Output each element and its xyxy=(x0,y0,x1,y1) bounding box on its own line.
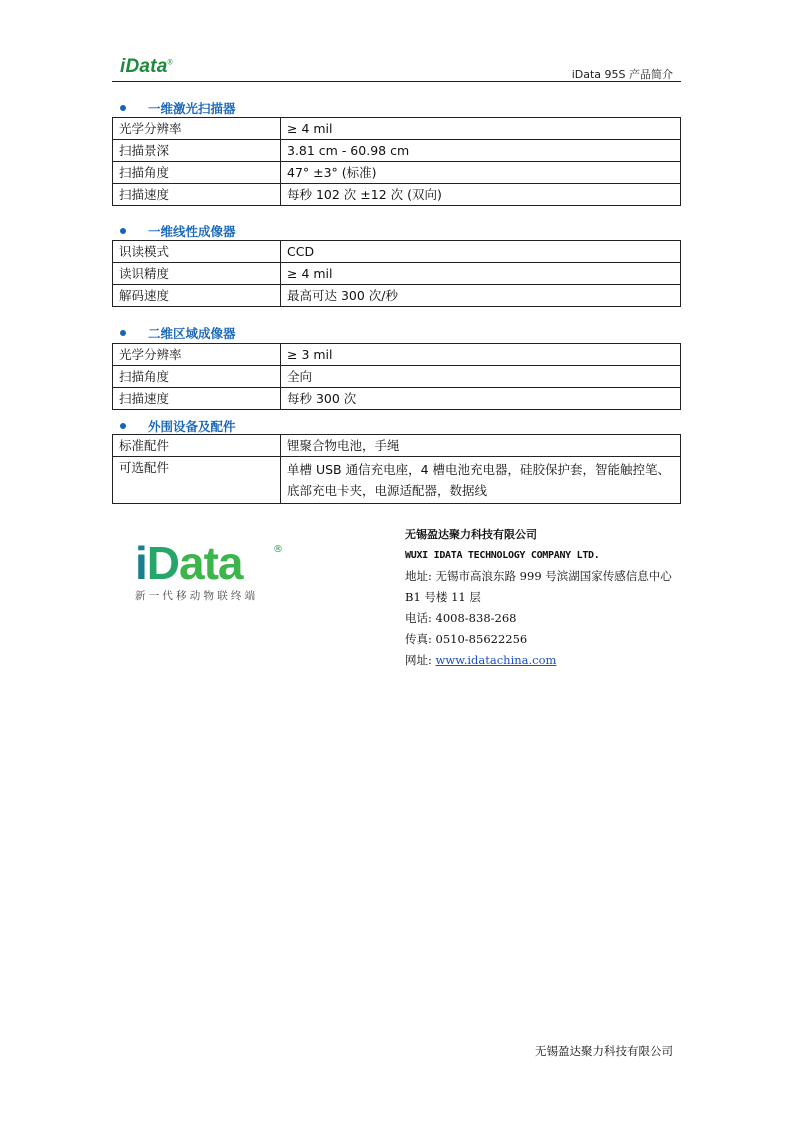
spec-value: 每秒 102 次 ±12 次 (双向) xyxy=(281,184,681,206)
footer-company: 无锡盈达聚力科技有限公司 xyxy=(535,1044,673,1058)
bullet-icon xyxy=(120,423,126,429)
table-row xyxy=(113,118,681,140)
company-slogan: 新一代移动物联终端 xyxy=(135,590,259,602)
section-title-accessories xyxy=(120,417,236,435)
spec-key: 扫描速度 xyxy=(113,388,281,410)
company-fax: 传真: 0510-85622256 xyxy=(405,632,528,646)
table-row xyxy=(113,457,681,504)
spec-value: 每秒 300 次 xyxy=(281,388,681,410)
table-row xyxy=(113,366,681,388)
spec-value: ≥ 4 mil xyxy=(281,118,681,140)
spec-value: 单槽 USB 通信充电座，4 槽电池充电器，硅胶保护套，智能触控笔、底部充电卡夹，电源适配器，数据线 xyxy=(281,457,681,504)
spec-value: ≥ 4 mil xyxy=(281,263,681,285)
spec-value: 47° ±3° (标准) xyxy=(281,162,681,184)
header-logo xyxy=(120,56,173,78)
spec-table-linear-imager xyxy=(112,240,681,307)
spec-table-area-imager xyxy=(112,343,681,410)
spec-key: 可选配件 xyxy=(113,457,281,504)
section-title-text: 二维区域成像器 xyxy=(148,326,236,341)
table-row xyxy=(113,162,681,184)
table-row xyxy=(113,388,681,410)
spec-table-laser-scanner xyxy=(112,117,681,206)
spec-key: 扫描速度 xyxy=(113,184,281,206)
spec-value: ≥ 3 mil xyxy=(281,344,681,366)
table-row xyxy=(113,285,681,307)
bullet-icon xyxy=(120,105,126,111)
spec-key: 读识精度 xyxy=(113,263,281,285)
company-address-line1: 地址: 无锡市高浪东路 999 号滨湖国家传感信息中心 xyxy=(405,569,672,583)
section-title-text: 一维激光扫描器 xyxy=(148,101,236,116)
company-logo-word: iData xyxy=(135,537,243,589)
table-row xyxy=(113,140,681,162)
spec-value: 3.81 cm - 60.98 cm xyxy=(281,140,681,162)
company-logo-reg: ® xyxy=(273,544,283,555)
section-title-area-imager xyxy=(120,324,236,342)
spec-key: 扫描角度 xyxy=(113,366,281,388)
spec-key: 标准配件 xyxy=(113,435,281,457)
spec-key: 扫描景深 xyxy=(113,140,281,162)
section-title-laser-scanner xyxy=(120,99,236,117)
company-phone: 电话: 4008-838-268 xyxy=(405,611,517,625)
table-row xyxy=(113,435,681,457)
spec-table-accessories xyxy=(112,434,681,504)
section-title-text: 一维线性成像器 xyxy=(148,224,236,239)
spec-key: 解码速度 xyxy=(113,285,281,307)
section-title-linear-imager xyxy=(120,222,236,240)
company-name-cn: 无锡盈达聚力科技有限公司 xyxy=(405,528,537,541)
spec-key: 光学分辨率 xyxy=(113,118,281,140)
spec-key: 光学分辨率 xyxy=(113,344,281,366)
company-address-line2: B1 号楼 11 层 xyxy=(405,590,481,604)
table-row xyxy=(113,184,681,206)
spec-key: 识读模式 xyxy=(113,241,281,263)
bullet-icon xyxy=(120,330,126,336)
header-logo-reg: ® xyxy=(167,59,173,67)
company-logo xyxy=(135,537,285,602)
company-website-link[interactable]: www.idatachina.com xyxy=(435,653,557,667)
table-row xyxy=(113,263,681,285)
spec-value: 全向 xyxy=(281,366,681,388)
spec-key: 扫描角度 xyxy=(113,162,281,184)
table-row xyxy=(113,344,681,366)
bullet-icon xyxy=(120,228,126,234)
spec-value: 锂聚合物电池，手绳 xyxy=(281,435,681,457)
table-row xyxy=(113,241,681,263)
section-title-text: 外围设备及配件 xyxy=(148,419,236,434)
company-contact xyxy=(405,524,672,671)
company-name-en: WUXI IDATA TECHNOLOGY COMPANY LTD. xyxy=(405,550,600,561)
company-website-row xyxy=(405,650,672,671)
header-logo-text: iData xyxy=(120,56,168,77)
spec-value: CCD xyxy=(281,241,681,263)
header-doc-title: iData 95S 产品简介 xyxy=(571,68,673,81)
header-divider xyxy=(112,81,681,82)
spec-value: 最高可达 300 次/秒 xyxy=(281,285,681,307)
company-website-label: 网址: xyxy=(405,653,436,667)
